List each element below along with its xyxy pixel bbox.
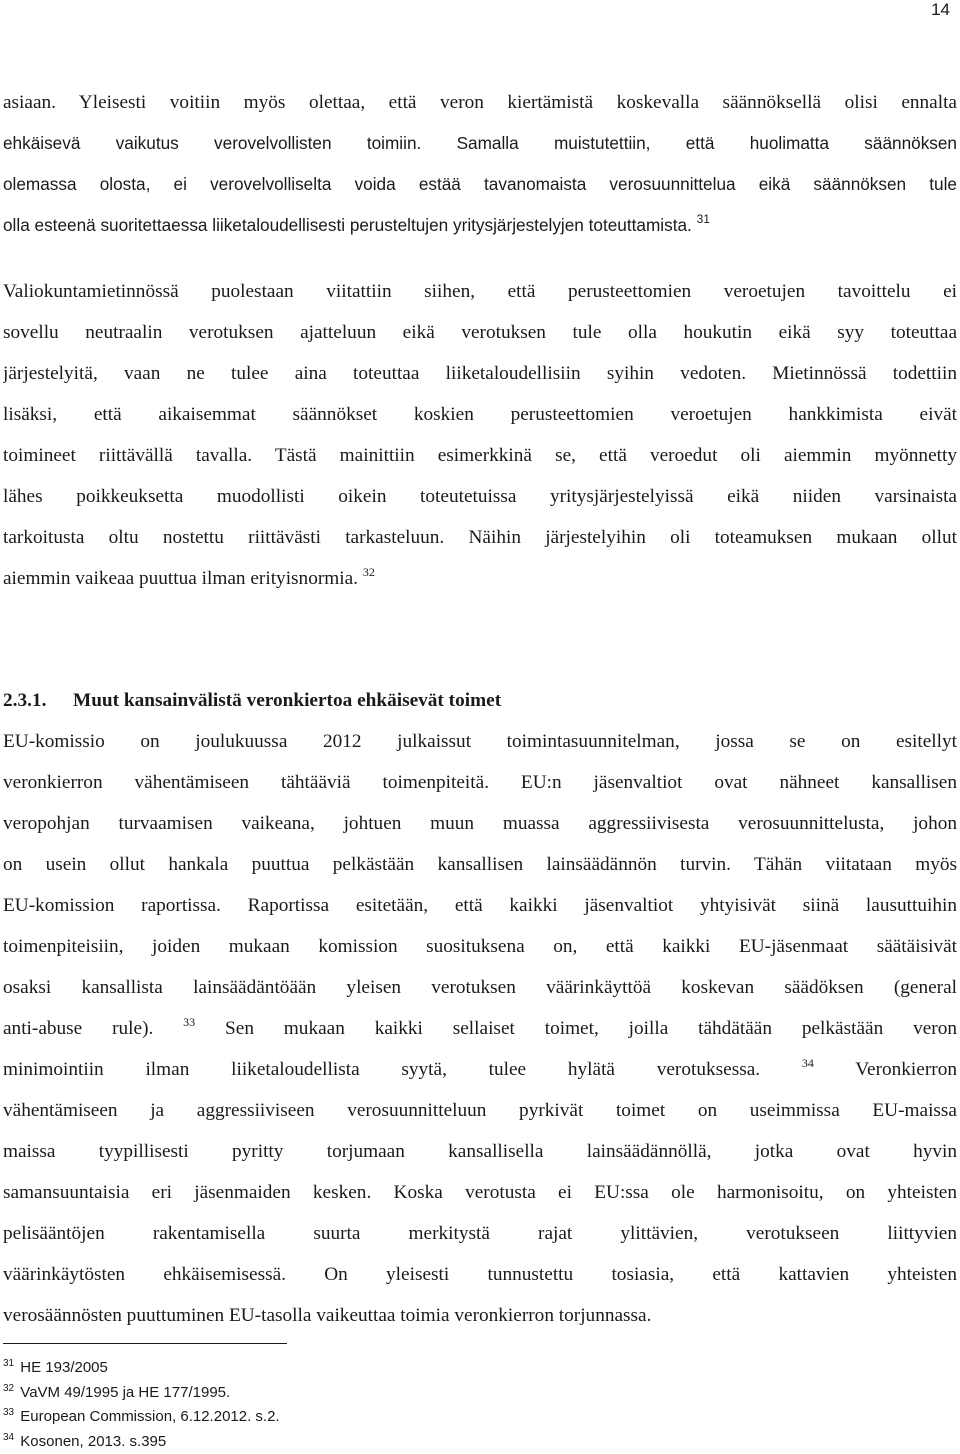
text-line: toimineet riittävällä tavalla. Tästä mainittiin esimerkkinä se, että veroedut oli aiemmin myönnetty — [3, 435, 957, 476]
footnote — [3, 1430, 280, 1454]
text-line: anti-abuse rule). $^{33}$ Sen mukaan kaikki sellaiset toimet, joilla tähdätään pelkästään veron — [3, 1008, 957, 1049]
text-line: vähentämiseen ja aggressiiviseen verosuunnitteluun pyrkivät toimet on useimmissa EU-maissa — [3, 1090, 957, 1131]
text-line: veronkierron vähentämiseen tähtääviä toimenpiteitä. EU:n jäsenvaltiot ovat nähneet kansallisen — [3, 762, 957, 803]
footnote-number: 31 — [3, 1358, 14, 1369]
footnote-number: 34 — [3, 1432, 14, 1443]
text-line: samansuuntaisia eri jäsenmaiden kesken. Koska verotusta ei EU:ssa ole harmonisoitu, on yhteisten — [3, 1172, 957, 1213]
text-line: EU-komissio on joulukuussa 2012 julkaissut toimintasuunnitelman, jossa se on esitellyt — [3, 721, 957, 762]
footnote-text: HE 193/2005 — [20, 1359, 108, 1376]
section-number: 2.3.1. — [3, 680, 73, 721]
section-heading — [3, 680, 501, 721]
text-line: järjestelyitä, vaan ne tulee aina toteuttaa liiketaloudellisiin syihin vedoten. Mietinnössä todettiin — [3, 353, 957, 394]
text-line: maissa tyypillisesti pyritty torjumaan kansallisella lainsäädännöllä, jotka ovat hyvin — [3, 1131, 957, 1172]
footnote-text: Kosonen, 2013. s.395 — [20, 1433, 166, 1450]
text-line: toimenpiteisiin, joiden mukaan komission suosituksena on, että kaikki EU-jäsenmaat säätäisivät — [3, 926, 957, 967]
footnote — [3, 1405, 280, 1430]
text-line: lisäksi, että aikaisemmat säännökset koskien perusteettomien veroetujen hankkimista eivät — [3, 394, 957, 435]
paragraph-1 — [3, 82, 957, 246]
text-line: veropohjan turvaamisen vaikeana, johtuen muun muassa aggressiivisesta verosuunnittelusta, johon — [3, 803, 957, 844]
page-number: 14 — [931, 0, 950, 20]
text-line: asiaan. Yleisesti voitiin myös olettaa, että veron kiertämistä koskevalla säännöksellä olisi ennalta — [3, 82, 957, 123]
text-line: verosäännösten puuttuminen EU-tasolla vaikeuttaa toimia veronkierron torjunnassa. — [3, 1295, 957, 1336]
footnote-ref: 34 — [802, 1056, 814, 1070]
footnote — [3, 1381, 280, 1406]
text-line: sovellu neutraalin verotuksen ajatteluun eikä verotuksen tule olla houkutin eikä syy toteuttaa — [3, 312, 957, 353]
footnote-ref: 33 — [183, 1015, 195, 1029]
paragraph-2 — [3, 271, 957, 599]
footnotes — [3, 1356, 280, 1454]
text-line: pelisääntöjen rakentamisella suurta merkitystä rajat ylittävien, verotukseen liittyvien — [3, 1213, 957, 1254]
text-line: minimointiin ilman liiketaloudellista syytä, tulee hylätä verotuksessa. $^{34}$ Veronkierron — [3, 1049, 957, 1090]
section-title: Muut kansainvälistä veronkiertoa ehkäisevät toimet — [73, 690, 501, 711]
text-line: on usein ollut hankala puuttua pelkästään kansallisen lainsäädännön turvin. Tähän viitataan myös — [3, 844, 957, 885]
footnote-ref: 32 — [363, 565, 375, 579]
text-line: olemassa olosta, ei verovelvolliselta voida estää tavanomaista verosuunnittelua eikä säännöksen tule — [3, 164, 957, 205]
text-line: väärinkäytösten ehkäisemisessä. On yleisesti tunnustettu tosiasia, että kattavien yhteisten — [3, 1254, 957, 1295]
footnote — [3, 1356, 280, 1381]
text-line: osaksi kansallista lainsäädäntöään yleisen verotuksen väärinkäyttöä koskevan säädöksen (general — [3, 967, 957, 1008]
footnote-ref: 31 — [697, 212, 710, 226]
text-line: aiemmin vaikeaa puuttua ilman erityisnormia. $^{32}$ — [3, 558, 957, 599]
footnote-separator — [3, 1343, 287, 1344]
footnote-number: 32 — [3, 1383, 14, 1394]
footnote-text: VaVM 49/1995 ja HE 177/1995. — [20, 1384, 230, 1401]
footnote-text: European Commission, 6.12.2012. s.2. — [20, 1408, 279, 1425]
text-line: tarkoitusta oltu nostettu riittävästi tarkasteluun. Näihin järjestelyihin oli toteamuksen mukaan ollut — [3, 517, 957, 558]
footnote-number: 33 — [3, 1407, 14, 1418]
text-line: lähes poikkeuksetta muodollisti oikein toteutetuissa yritysjärjestelyissä eikä niiden varsinaista — [3, 476, 957, 517]
text-line: EU-komission raportissa. Raportissa esitetään, että kaikki jäsenvaltiot yhtyisivät siinä lausuttuihin — [3, 885, 957, 926]
paragraph-3 — [3, 721, 957, 1336]
text-line: Valiokuntamietinnössä puolestaan viitattiin siihen, että perusteettomien veroetujen tavoittelu ei — [3, 271, 957, 312]
text-line: olla esteenä suoritettaessa liiketaloudellisesti perusteltujen yritysjärjestelyjen toteuttamista. $^{31}$ — [3, 205, 957, 246]
text-line: ehkäisevä vaikutus verovelvollisten toimiin. Samalla muistutettiin, että huolimatta säännöksen — [3, 123, 957, 164]
